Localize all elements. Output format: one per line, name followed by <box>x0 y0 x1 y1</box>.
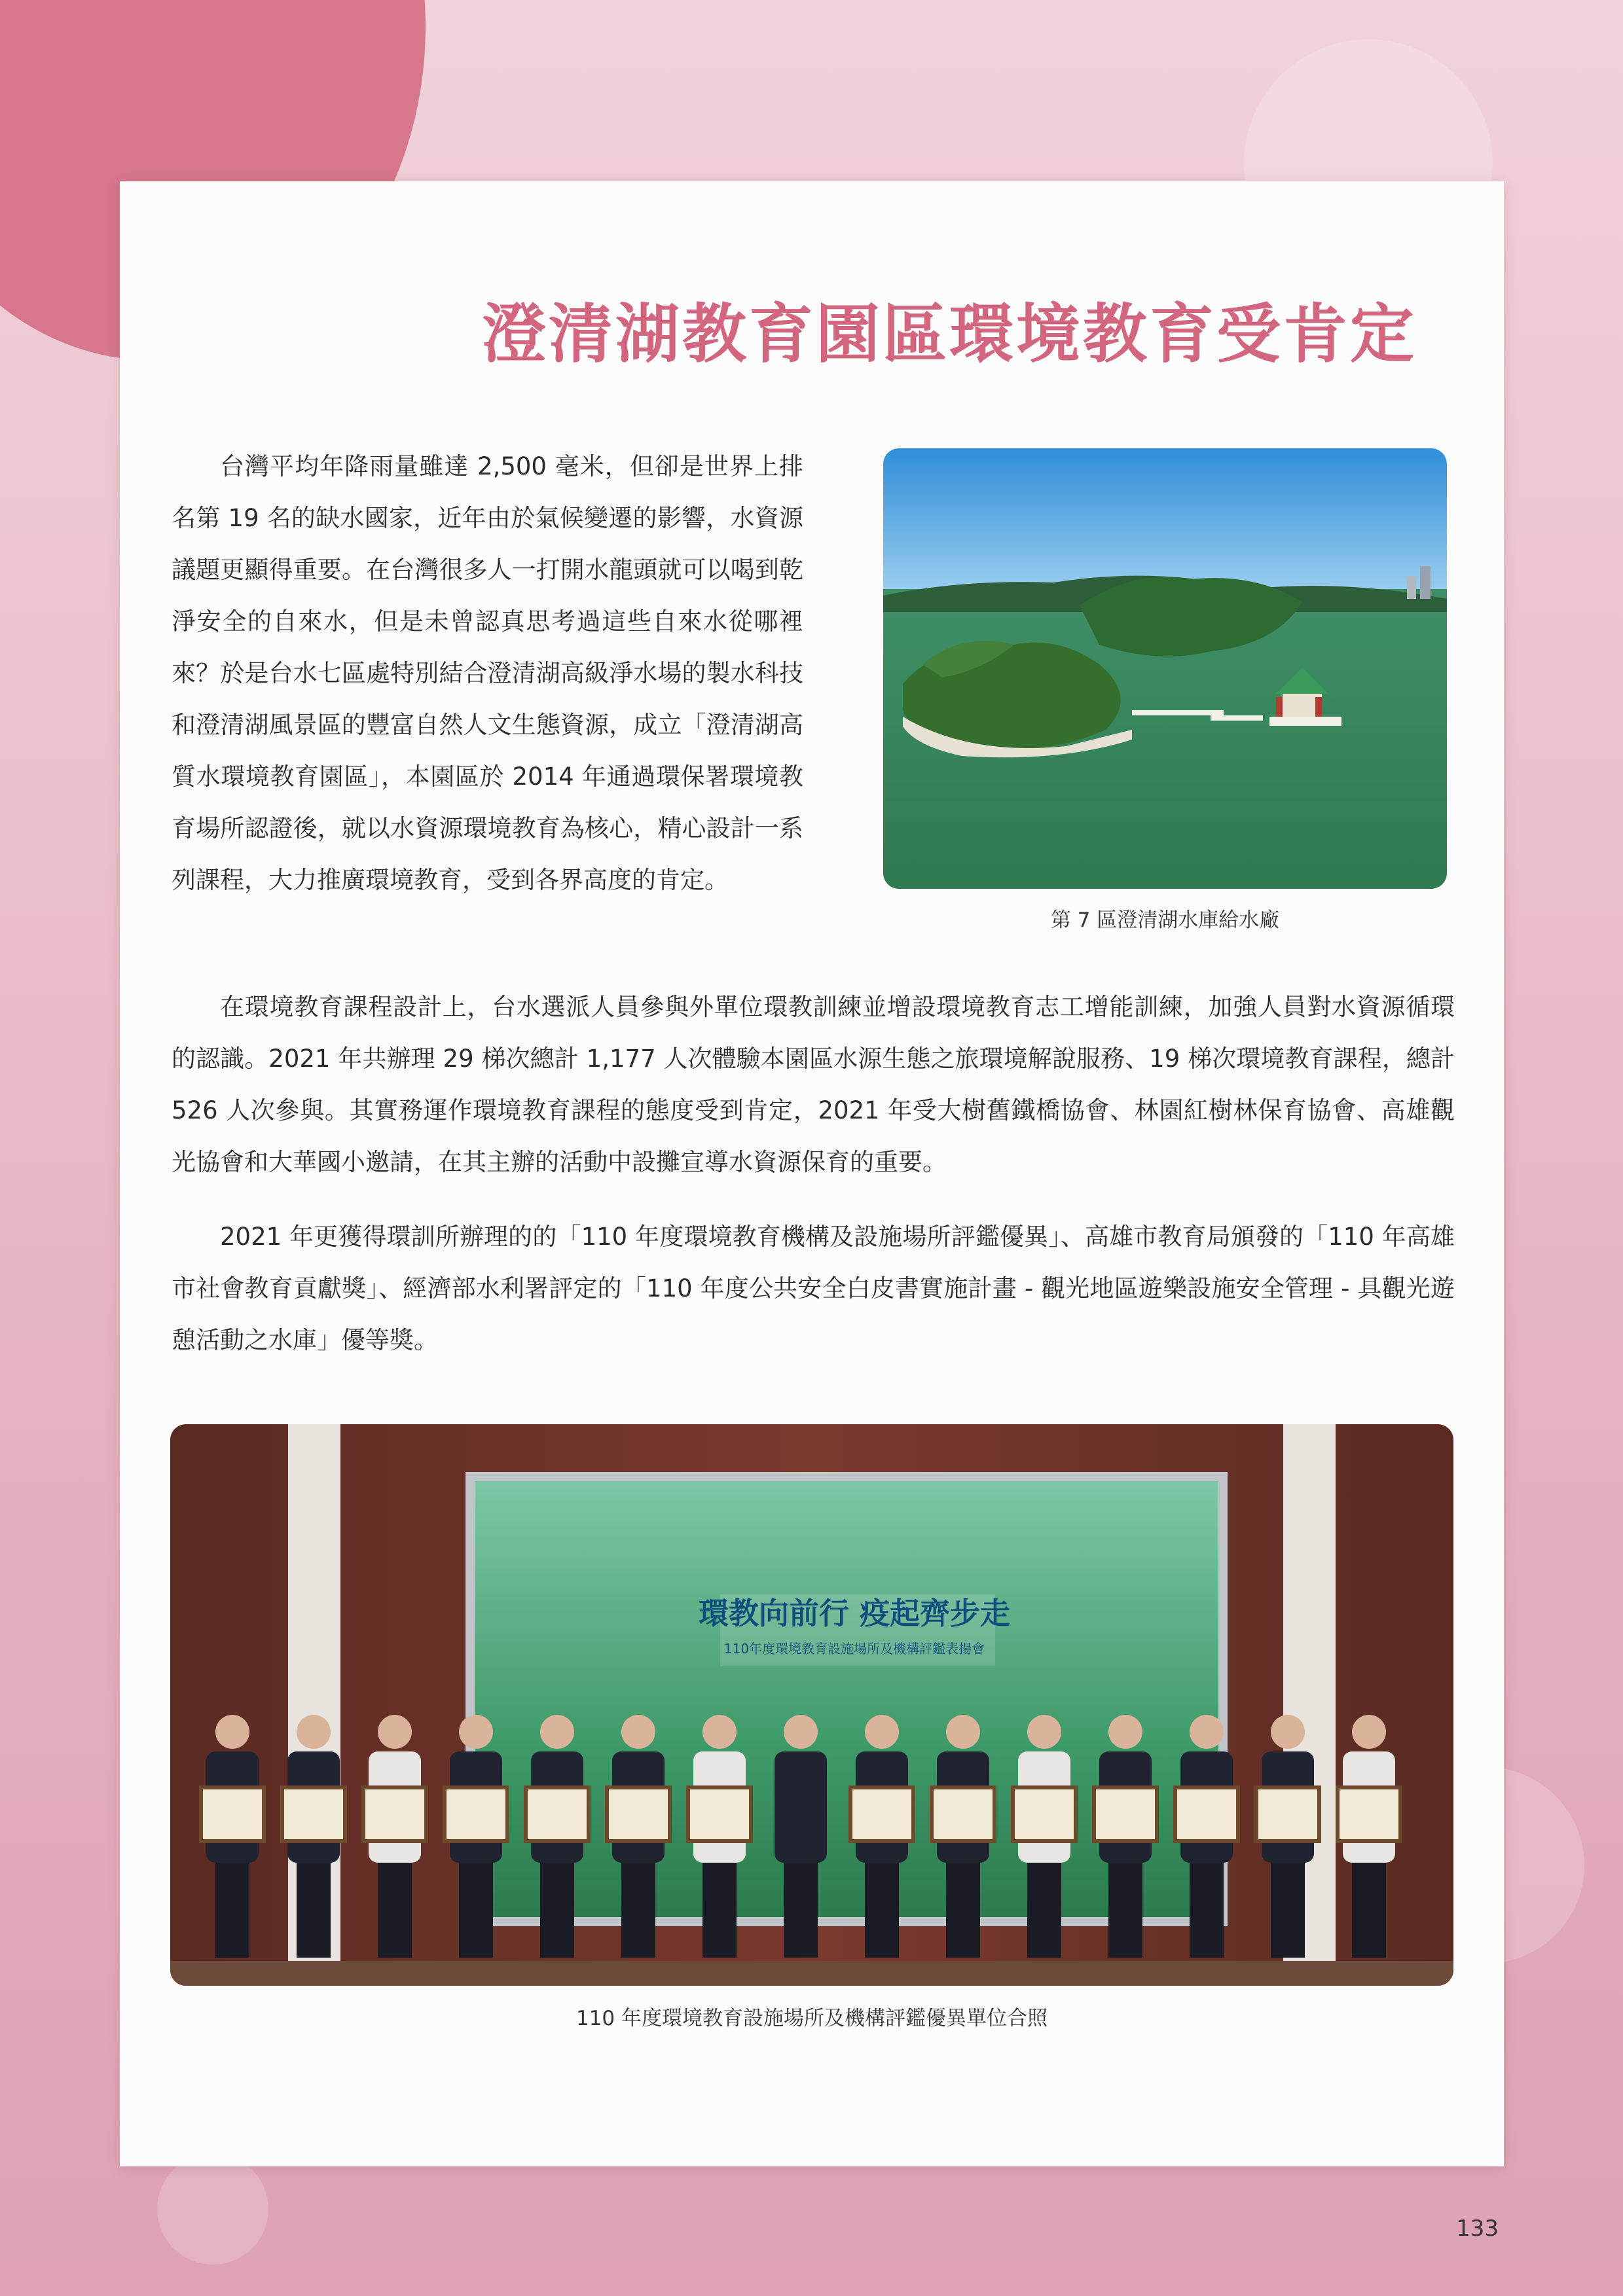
page-number: 133 <box>1456 2215 1499 2242</box>
paragraph-1-text: 台灣平均年降雨量雖達 2,500 毫米，但卻是世界上排名第 19 名的缺水國家，近年由於氣候變遷的影響，水資源議題更顯得重要。在台灣很多人一打開水龍頭就可以喝到乾淨安全的自來水，但是未曾認真思考過這些自來水從哪裡來？於是台水七區處特別結合澄清湖高級淨水場的製水科技和澄清湖風景區的豐富自然人文生態資源，成立「澄清湖高質水環境教育園區」，本園區於 2014 年通過環保署環境教育場所認證後，就以水資源環境教育為核心，精心設計一系列課程，大力推廣環境教育，受到各界高度的肯定。 <box>172 452 803 894</box>
group-photo <box>170 1424 1453 1986</box>
paragraph-3 <box>172 1211 1455 1366</box>
paragraph-1 <box>172 440 803 906</box>
paragraph-2-text: 在環境教育課程設計上，台水選派人員參與外單位環教訓練並增設環境教育志工增能訓練，加強人員對水資源循環的認識。2021 年共辦理 29 梯次總計 1,177 人次體驗本園區水源生態之旅環境解說服務、19 梯次環境教育課程，總計 526 人次參與。其實務運作環境教育課程的態度受到肯定，2021 年受大樹舊鐵橋協會、林園紅樹林保育協會、高雄觀光協會和大華國小邀請，在其主辦的活動中設攤宣導水資源保育的重要。 <box>172 993 1455 1176</box>
banner-title: 環教向前行 疫起齊步走 <box>698 1596 1011 1631</box>
banner-subtitle: 110年度環境教育設施場所及機構評鑑表揚會 <box>723 1641 985 1657</box>
group-photo-caption: 110 年度環境教育設施場所及機構評鑑優異單位合照 <box>575 2007 1048 2030</box>
article-title: 澄清湖教育園區環境教育受肯定 <box>482 297 1417 372</box>
background-blob <box>157 2153 268 2265</box>
lake-photo <box>883 448 1447 889</box>
paragraph-2 <box>172 981 1455 1188</box>
paragraph-3-text: 2021 年更獲得環訓所辦理的的「110 年度環境教育機構及設施場所評鑑優異」、高雄市教育局頒發的「110 年高雄市社會教育貢獻獎」、經濟部水利署評定的「110 年度公共安全白皮書實施計畫 - 觀光地區遊樂設施安全管理 - 具觀光遊憩活動之水庫」優等獎。 <box>172 1223 1455 1354</box>
lake-photo-caption: 第 7 區澄清湖水庫給水廠 <box>1050 908 1280 932</box>
